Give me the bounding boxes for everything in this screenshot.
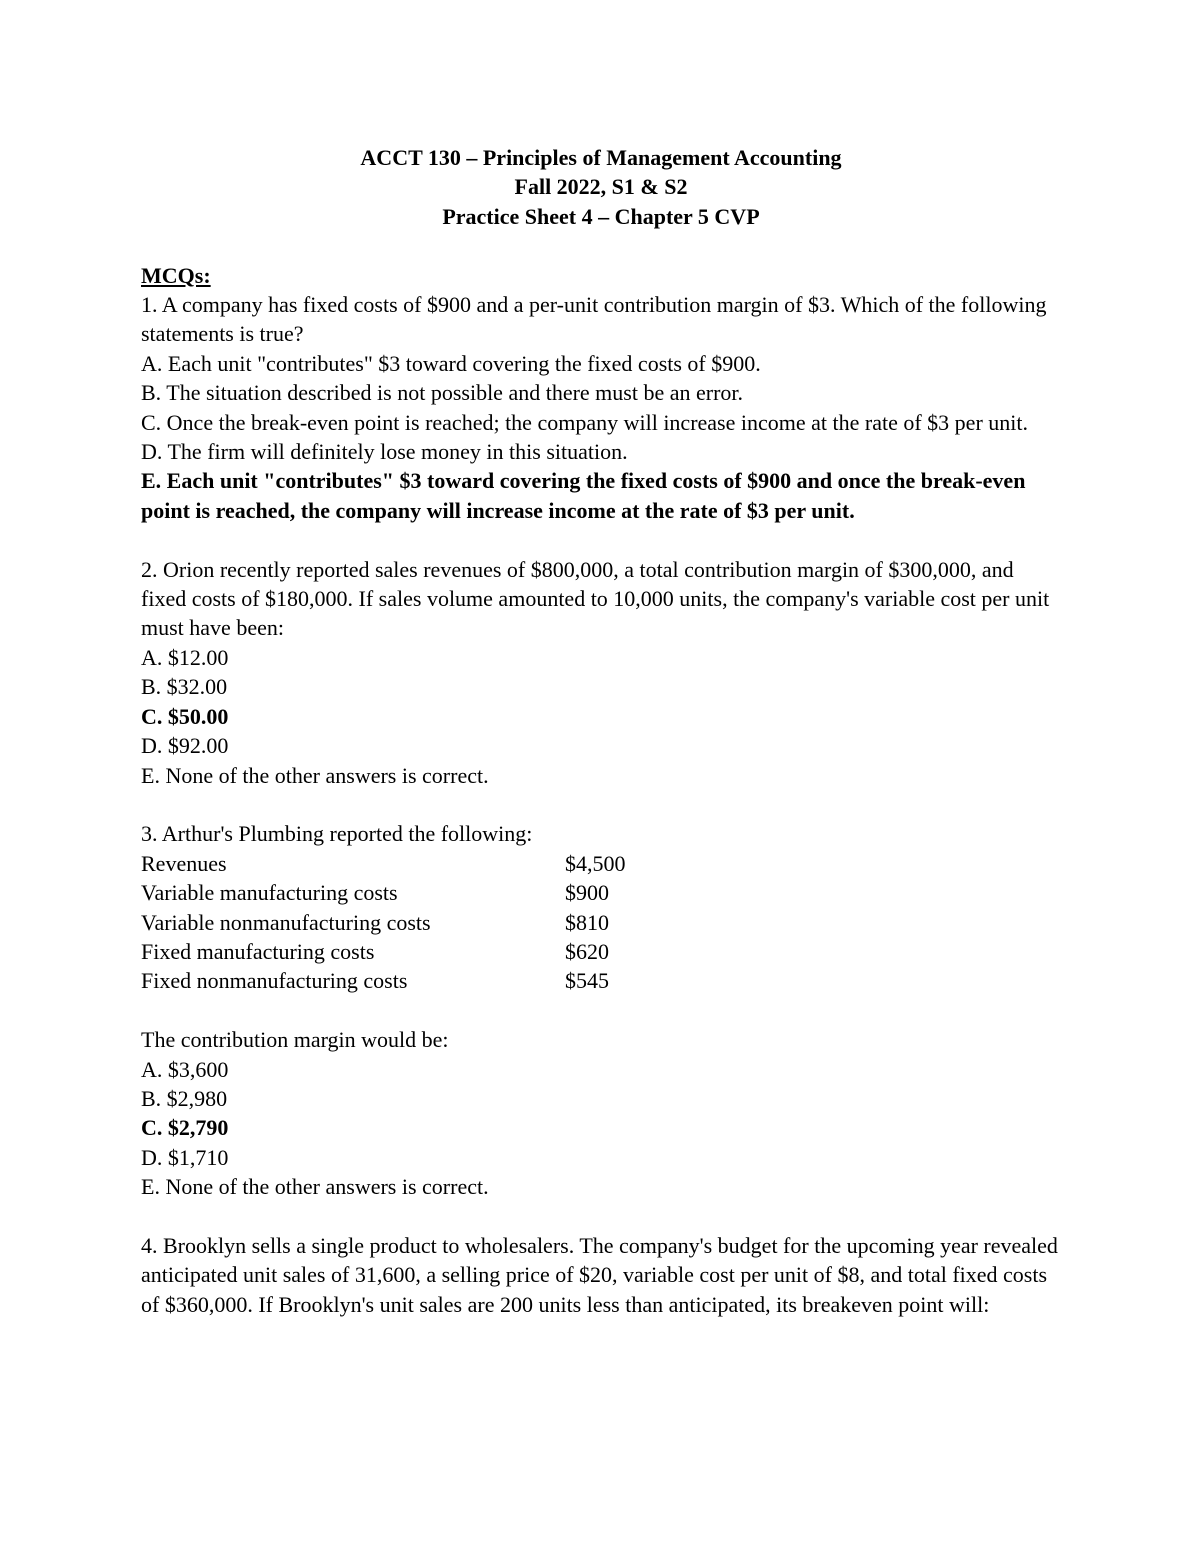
q1-option-e-answer: E. Each unit "contributes" $3 toward covering the fixed costs of $900 and once the break-even point is reached, the company will increase income at the rate of $3 per unit.	[141, 468, 1026, 523]
question-4-text: 4. Brooklyn sells a single product to wholesalers. The company's budget for the upcoming year revealed anticipated unit sales of 31,600, a selling price of $20, variable cost per unit of $8, and total fixed costs of $360,000. If Brooklyn's unit sales are 200 units less than anticipated, its breakeven point will:	[141, 1232, 1058, 1317]
table-label: Revenues	[141, 850, 227, 876]
table-label: Variable manufacturing costs	[141, 880, 398, 906]
course-title: ACCT 130 – Principles of Management Accounting	[360, 145, 842, 170]
question-3-prompt: The contribution margin would be:	[141, 1027, 449, 1053]
question-2	[141, 555, 1061, 790]
term-line: Fall 2022, S1 & S2	[514, 174, 688, 200]
q3-option-d: D. $1,710	[141, 1144, 229, 1170]
mcq-heading: MCQs:	[141, 262, 211, 288]
document-page	[141, 143, 1061, 1319]
sheet-title: Practice Sheet 4 – Chapter 5 CVP	[442, 203, 760, 229]
document-header	[141, 143, 1061, 231]
table-value: $620	[565, 938, 609, 964]
table-value: $810	[565, 909, 609, 935]
table-label: Fixed nonmanufacturing costs	[141, 968, 408, 994]
question-4	[141, 1231, 1061, 1319]
financial-table	[141, 849, 626, 996]
question-3-text: 3. Arthur's Plumbing reported the following:	[141, 821, 533, 847]
q3-option-a: A. $3,600	[141, 1056, 229, 1082]
q3-option-e: E. None of the other answers is correct.	[141, 1174, 489, 1200]
table-value: $900	[565, 880, 609, 906]
question-1-text: 1. A company has fixed costs of $900 and a per-unit contribution margin of $3. Which of the following statements is true?	[141, 292, 1047, 347]
table-row	[141, 878, 626, 907]
q1-option-a: A. Each unit "contributes" $3 toward covering the fixed costs of $900.	[141, 350, 761, 376]
table-row	[141, 908, 626, 937]
table-row	[141, 966, 626, 995]
question-1	[141, 290, 1061, 525]
table-value: $4,500	[565, 850, 626, 876]
table-value: $545	[565, 968, 609, 994]
q1-option-b: B. The situation described is not possible and there must be an error.	[141, 380, 744, 406]
q2-option-c-answer: C. $50.00	[141, 703, 229, 729]
table-label: Variable nonmanufacturing costs	[141, 909, 431, 935]
question-3	[141, 819, 1061, 1201]
q3-option-c-answer: C. $2,790	[141, 1115, 229, 1141]
q1-option-d: D. The firm will definitely lose money in this situation.	[141, 439, 628, 465]
q2-option-a: A. $12.00	[141, 644, 229, 670]
q2-option-e: E. None of the other answers is correct.	[141, 762, 489, 788]
q1-option-c: C. Once the break-even point is reached; the company will increase income at the rate of $3 per unit.	[141, 409, 1028, 435]
q3-option-b: B. $2,980	[141, 1085, 228, 1111]
question-2-text: 2. Orion recently reported sales revenues of $800,000, a total contribution margin of $300,000, and fixed costs of $180,000. If sales volume amounted to 10,000 units, the company's variable cost per unit must have been:	[141, 556, 1050, 641]
q2-option-b: B. $32.00	[141, 674, 228, 700]
q2-option-d: D. $92.00	[141, 733, 229, 759]
table-row	[141, 937, 626, 966]
table-row	[141, 849, 626, 878]
table-label: Fixed manufacturing costs	[141, 938, 375, 964]
